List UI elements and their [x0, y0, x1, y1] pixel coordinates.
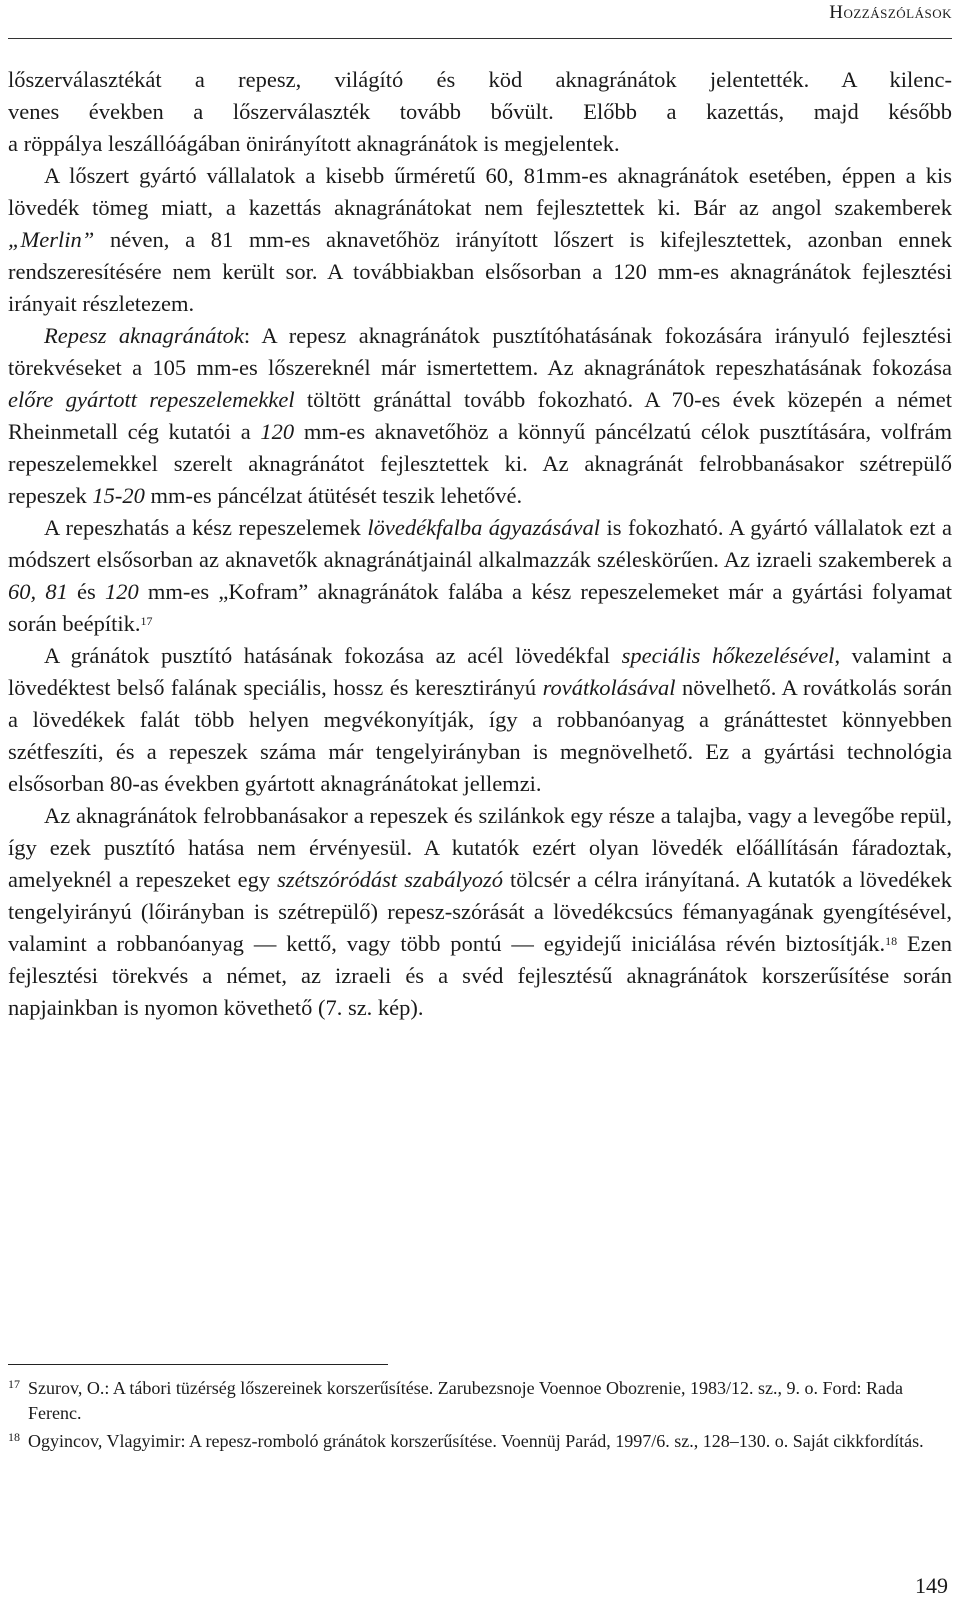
paragraph-5-emphasis-2: rovátkolásával [542, 675, 676, 700]
paragraph-3-text-a: : A repesz aknagránátok pusztítóhatásának fokozására irányuló fejlesztési törekvéseket a 105 mm-es lőszereknél már ismertettem. Az aknagránátok repeszhatásának fokozása [8, 323, 952, 380]
footnote-divider [8, 1364, 388, 1365]
paragraph-2-text-a: A lőszert gyártó vállalatok a kisebb űrméretű 60, 81mm-es aknagránátok esetében, éppen a kis lövedék tömeg miatt, a kazettás aknagránátokat nem fejlesztettek ki. Bár az angol szakemberek [8, 163, 952, 220]
footnote-number: 18 [8, 1430, 20, 1444]
section-heading-repesz: Repesz aknagránátok [44, 323, 244, 348]
merlin-name: „Merlin” [8, 227, 95, 252]
paragraph-5-emphasis-1: speciális hőkezelésével [621, 643, 835, 668]
footnote-ref-17[interactable]: 17 [140, 614, 153, 628]
paragraph-1-line-2: venes években a lőszerválaszték tovább bővült. Előbb a kazettás, majd később [8, 99, 952, 124]
paragraph-1-line-3: a röppálya leszállóágában önirányított aknagránátok is megjelentek. [8, 131, 620, 156]
paragraph-3-emphasis-2: 120 [260, 419, 295, 444]
paragraph-3-emphasis-1: előre gyártott repeszelemekkel [8, 387, 295, 412]
footnote-text: Szurov, O.: A tábori tüzérség lőszereinek korszerűsítése. Zarubezsnoje Voennoe Obozrenie, 1983/12. sz., 9. o. Ford: Rada Ferenc. [28, 1378, 903, 1423]
paragraph-6-text-b: tölcsér a célra irányítaná. A kutatók a lövedékek tengelyirányú (lőirányban is szétrepülő) repesz-szórását a lövedékcsúcs fémanyagának gyengítésével, valamint a robbanóanyag — kettő, vagy több pontú — egyidejű iniciálása révén biztosítják. [8, 867, 952, 956]
paragraph-5-text-a: A gránátok pusztító hatásának fokozása az acél lövedékfal [44, 643, 622, 668]
paragraph-3-emphasis-3: 15-20 [92, 483, 145, 508]
paragraph-6-emphasis-1: szétszóródást szabályozó [277, 867, 503, 892]
paragraph-6-text-c: Ezen fejlesztési törekvés a német, az izraeli és a svéd fejlesztésű aknagránátok korszerűsítése során napjainkban is nyomon követhető (7. sz. kép). [8, 931, 953, 1020]
paragraph-5-text-c: növelhető. A rovátkolás során a lövedékek falát több helyen megvékonyítják, így a robbanóanyag a gránáttestet könnyebben szétfeszíti, és a repeszek száma már tengelyirányban is megnövelhető. Ez a gyártási technológia elsősorban 80-as években gyártott aknagránátokat jellemzi. [8, 675, 952, 796]
running-header-title: Hozzászólások [829, 2, 952, 23]
footnote-ref-18[interactable]: 18 [885, 934, 898, 948]
footnote-text: Ogyincov, Vlagyimir: A repesz-romboló gránátok korszerűsítése. Voennüj Parád, 1997/6. sz., 128–130. o. Saját cikkfordítás. [28, 1431, 924, 1451]
paragraph-5 [8, 640, 952, 800]
paragraph-4-text-a: A repeszhatás a kész repeszelemek [44, 515, 368, 540]
paragraph-4-emphasis-3: 120 [104, 579, 139, 604]
footnote-number: 17 [8, 1377, 20, 1391]
paragraph-6 [8, 800, 952, 1024]
paragraph-4-text-b: is fokozható. A gyártó vállalatok ezt a módszert elsősorban az aknavetők aknagránátjainál alkalmazzák széleskörűen. Az izraeli szakemberek a [8, 515, 952, 572]
paragraph-4 [8, 512, 952, 640]
running-header [8, 0, 952, 39]
footnote-18 [8, 1429, 952, 1454]
body-text [8, 64, 952, 1024]
paragraph-6-text-a: Az aknagránátok felrobbanásakor a repeszek és szilánkok egy része a talajba, vagy a levegőbe repül, így ezek pusztító hatása nem érvényesül. A kutatók ezért olyan lövedék előállításán fáradoztak, amelyeknél a repeszeket egy [8, 803, 952, 892]
paragraph-1-line-1: lőszerválasztékát a repesz, világító és köd aknagránátok jelentették. A kilenc- [8, 67, 952, 92]
paragraph-3-text-b: töltött gránáttal tovább fokozható. A 70-es évek közepén a német Rheinmetall cég kutatói a [8, 387, 952, 444]
page-number: 149 [915, 1573, 948, 1598]
paragraph-4-text-c: és [67, 579, 105, 604]
paragraph-3 [8, 320, 952, 512]
paragraph-2 [8, 160, 952, 320]
paragraph-3-text-c: mm-es aknavetőhöz a könnyű páncélzatú célok pusztítására, volfrám repeszelemekkel szerelt aknagránátot fejlesztettek ki. Az aknagránát felrobbanásakor szétrepülő repeszek [8, 419, 952, 508]
footnote-17 [8, 1376, 952, 1426]
paragraph-4-emphasis-1: lövedékfalba ágyazásával [367, 515, 601, 540]
paragraph-5-text-b: , valamint a lövedéktest belső falának speciális, hossz és keresztirányú [8, 643, 952, 700]
paragraph-2-text-b: néven, a 81 mm-es aknavetőhöz irányított lőszert is kifejlesztettek, azonban ennek rendszeresítésére nem került sor. A továbbiakban elsősorban a 120 mm-es aknagránátok fejlesztési irányait részletezem. [8, 227, 952, 316]
footnotes [8, 1376, 952, 1457]
paragraph-3-text-d: mm-es páncélzat átütését teszik lehetővé. [144, 483, 523, 508]
paragraph-4-text-d: mm-es „Kofram” aknagránátok falába a kész repeszelemeket már a gyártási folyamat során beépítik. [8, 579, 952, 636]
paragraph-4-emphasis-2: 60, 81 [8, 579, 68, 604]
